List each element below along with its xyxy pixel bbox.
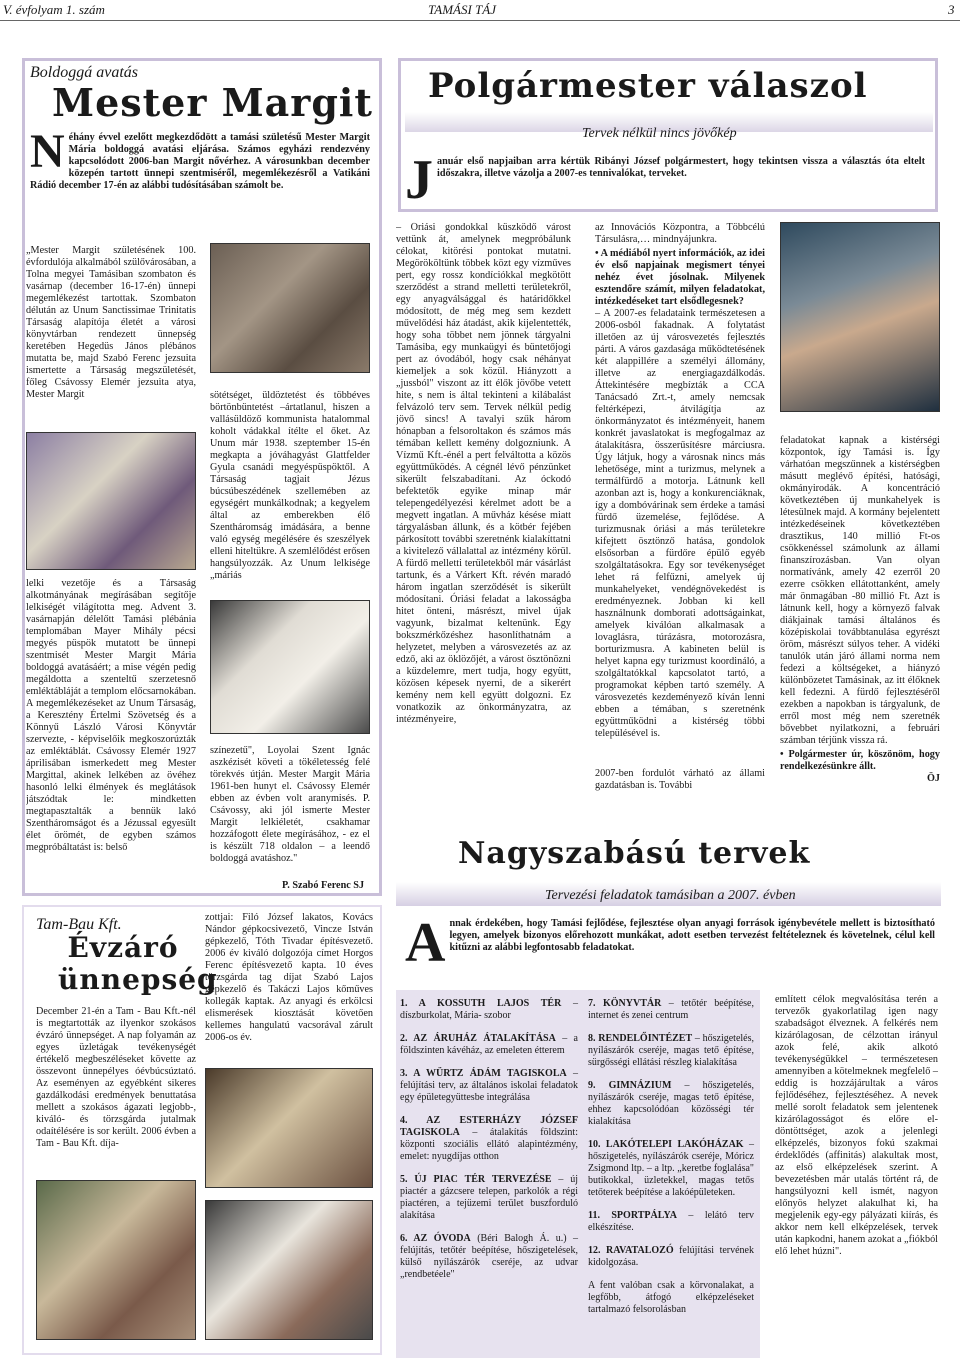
tambau-title-line1: Évzáró bbox=[67, 931, 179, 964]
mass-photo bbox=[26, 432, 196, 570]
tervek-list-left bbox=[400, 998, 578, 1292]
header-rule bbox=[0, 20, 960, 21]
tervek-item-3: 3. A WÜRTZ ÁDÁM TAGISKOLA – felújítási terv, az általános iskolai feladatok egy épületegyüttesbe integrálása bbox=[400, 1068, 579, 1103]
mester-col1a: „Mester Margit születésének 100. évfordulója alkalmából szülővárosában, a Tolna megyei Tamásiban szombaton és vasárnap (december 16-17-én) ünnepi megemlékezést tartottak. Szombaton délután az Unum Sanctissimae Trinitatis Társaság alapítója életét a városi könyvtárban rendezett ünnepség keretében Hegedüs János plébános mutatta be, majd Szabó Ferenc jezsuita ismertette a Társaság megszületését, főleg Csávossy Elemér jezsuita atya, Mester Margit bbox=[26, 245, 196, 400]
polgarmester-subtitle: Tervek nélkül nincs jövőkép bbox=[582, 126, 737, 141]
tervek-dropcap: A bbox=[405, 912, 446, 974]
tambau-kicker: Tam-Bau Kft. bbox=[36, 916, 122, 933]
polgarmester-col2b: – A 2007-es feladataink természetesen a 2006-osból fakadnak. A folytatást illetően az új városvezetés fejlesztés párti. A város gazdasága működtetésének két alappillére a személyi állomány, illetve az energiagazdálkodás. Áttekintésére megbízták a CCA Tanácsadó Zrt.-t, amely nemcsak feltérképezi, átvilágítja az önkormányzatot és intézményeit, hanem konkrét javaslatokat is megfogalmaz az átalakításra, összerűsítésre márciusra. Úgy látjuk, hogy a városnak nincs más lehetősége, mint a turizmus, melynek a termálfürdő a motorja. Látnunk kell azonban azt is, hogy a konkurenciáknak, így a dombóvárinak sem érdeke a tamási fürdő üzemelése, fejlődése. A turizmusnak óriási a más területekre kifejtett ösztönző hatása, gondolok elsősorban a fürdőre épülő egyéb szolgáltatásokra. Egy sor tevékenységet lehet rá felfűzni, amelyek új munkahelyeket, vendégnövekedést is eredményeznek. Jobban ki kell használnunk domborati adottságainkat, amelyek kiválóan alkalmasak a lovaglásra, túrázásra, motorozásra, borturizmusra. A kabineten belül is helyet kapna egy turizmust koordináló, a szolgáltatókkal kapcsolatot tartó, a programokat képben tartó személy. A városvezetés kezdeményező kíván lenni ebben a témában, s szeretnénk együttműködni a kistérség többi településével is. bbox=[595, 308, 765, 739]
polgarmester-col3-text: feladatokat kapnak a kistérségi központok, így Tamási is. Így várhatóan megszűnnek a kistérségben másutt meglévő építési, hatósági, okmányirodák. A koncentráció következtében új munkahelyek is létesülnek majd. A kormány bejelentett intézkedéseinek következtében drasztikus, 140 millió Ft-os csökkenéssel számolunk az állami finanszírozásban. Van olyan normatívánk, amely 42 ezerről 20 ezerre csökken ellátottanként, amely már önmagában -80 millió Ft. Azt is látnunk kell, hogy a környező falvak diákjainak tamási általános és középiskolai továbbtanulása egyrészt öröm, másrészt súlyos teher. A vidéki tanulók után járó állami norma nem fedezi a költségeket, a hiányzó különbözetet Tamásinak, az itt élőknek kell fedezni. A fürdő fejlesztéséről ezekben a napokban is tárgyalunk, de erről most még nem szeretnék bővebbet nyilatkozni, a februári számban térjünk vissza rá. bbox=[780, 435, 940, 746]
tervek-item-4: 4. AZ ESTERHÁZY JÓZSEF TAGISKOLA – átalakítás földszint: központi szociális ellátó alapintézmény, emelet: nyugdíjas otthon bbox=[400, 1115, 578, 1162]
polgarmester-dropcap: J bbox=[405, 149, 433, 211]
tervek-item-12: 12. RAVATALOZÓ felújítási tervének kidolgozása. bbox=[588, 1245, 754, 1268]
mester-dropcap: N bbox=[30, 125, 65, 178]
tervek-item-1: 1. A KOSSUTH LAJOS TÉR – díszburkolat, Mária- szobor bbox=[400, 998, 578, 1021]
polgarmester-col3 bbox=[780, 435, 940, 785]
library-event-photo bbox=[210, 243, 370, 373]
mester-col2b: színezetű", Loyolai Szent Ignác aszkézisét követi a tökéletesség felé törekvés útján. Mester Margit Mária 1961-ben hunyt el. Csávossy Elemér ebben az évben volt aranymisés. P. Csávossy, aki jól ismerte Mester Margit lelkiéletét, csakhamar hozzáfogott élete megírásához, - ez el is készült 718 oldalon – a leendő boldoggá avatáshoz." bbox=[210, 745, 370, 864]
issue-label: V. évfolyam 1. szám bbox=[3, 2, 105, 17]
mester-lead bbox=[30, 125, 370, 192]
mester-signature: P. Szabó Ferenc SJ bbox=[282, 880, 365, 891]
tervek-list-right bbox=[588, 998, 754, 1316]
mester-lead-text: éhány évvel ezelőtt megkezdődött a tamási születésű Mester Margit Mária boldoggá avatási eljárása. Számos egyházi rendezvény kapcsolódott 2006-ban Margit nővérhez. A városunkban december közepén tartott ünnepi szentmiséről, megemlékezésről a Vatikáni Rádió december 17-én az alábbi tudósításában számolt be. bbox=[30, 132, 370, 191]
polgarmester-col2c: 2007-ben fordulót várható az állami gazdatásban is. További bbox=[595, 768, 765, 791]
mester-col1b: lelki vezetője és a Társaság alkotmányának megírásában segítője lelkiségét világította meg. Advent 3. vasárnapján délelőtt Tamási plébánia templomában Mayer Mihály pécsi megyés püspök mutatott be ünnepi szentmisét Mester Margit Mária boldoggá avatásáért; a mise végén pedig megáldotta a szenteltű szerzetesnő emléktábláját a templom előcsarnokában. A megemlékezéseket az Unum Társaság, a Keresztény Értelmi Szövetség és a Könnyű László Városi Könyvtár szervezte, - képviselőik megkoszorúzták az emléktáblát. Csávossy Elemér 1927 áprilisában ismerkedett meg Mester Margittal, akinek lelkében az övéhez hasonló lelki élmények és meglátások játszódtak le: mindketten megtapasztalták a bennük lakó Szentháromságot és a Jézussal egyesült élet örömét, de egyben számos megpróbáltatást is: belső bbox=[26, 578, 196, 853]
tervek-item-9: 9. GIMNÁZIUM – hőszigetelés, nyílászárók cseréje, magas tető építése, ehhez kapcsolódóan közösségi tér kialakítása bbox=[588, 1080, 754, 1127]
mester-title: Mester Margit bbox=[52, 80, 373, 125]
mester-col2a: sötétséget, üldöztetést és többéves börtönbüntetést –ártatlanul, hiszen a vallásüldöző kommunista hatalommal koholt vádakkal ítélte el őket. Az Unum már 1938. szeptember 15-én megkapta a jóváhagyást Glattfelder Gyula csanádi megyéspüspöktől. A Társaság tagjait Jézus búcsúbeszédének szellemében az egységért munkálkodnak; a kegyelem által az emberekben élő Szentháromság imádására, a benne való egység megélésére és szeszélyek elleni hiteltükre. A szemlélődést erősen hangsúlyozzák. Az Unum lelkisége „máriás bbox=[210, 390, 370, 581]
polgarmester-title: Polgármester válaszol bbox=[428, 66, 868, 106]
mester-kicker: Boldoggá avatás bbox=[30, 64, 138, 81]
polgarmester-lead-text: anuár első napjaiban arra kértük Ribányi József polgármestert, hogy tekintsen vissza a választás óta eltelt időszakra, illetve vázolja a 2007-es tennivalókat, terveket. bbox=[437, 156, 925, 179]
polgarmester-signature: ÖJ bbox=[926, 773, 940, 784]
tervek-title: Nagyszabású tervek bbox=[458, 836, 811, 871]
paper-name: TAMÁSI TÁJ bbox=[428, 2, 496, 17]
tervek-lead-text: nnak érdekében, hogy Tamási fejlődése, fejlesztése olyan anyagi források igénybevétele mellett is biztosítható legyen, amelyek bizonyos előrehozott munkákat, adott esetben tervezést feltételeznek és követelnek, célul kell kitűzni az alábbi legfontosabb feladatokat. bbox=[449, 918, 935, 953]
tervek-item-8: 8. RENDELŐINTÉZET – hőszigetelés, nyílászárók cseréje, magas tető építése, sürgősségi ellátási részleg kialakítása bbox=[588, 1033, 754, 1068]
tambau-title bbox=[58, 931, 218, 996]
polgarmester-question: • A médiából nyert információk, az idei év első napjainak megismert tényei nehéz évet jósolnak. Milyenek esztendőre számít, milyen feladatokat, intézkedéseket tart elsődlegesnek? bbox=[595, 248, 765, 307]
tervek-col3: említett célok megvalósítása terén a tervezők gyakorlatilag igen nagy szabadságot élveznek. A felkérés nem kizárólagosan, de célzottan irányul azok felé, akik alkotó tevékenységükkel – természetesen amennyiben a kötelmeknek megfelelő – eddig is hozzájárultak a város fejlődéséhez, fejlesztéséhez. A nevek mellé sorolt feladatok sem jelentenek kizárólagosságot és előre el-döntöttséget, azok a jelenlegi elképzelés, bizonyos fokú szakmai érdeklődés (affinitás) alakultak most, az első elképzelések szerint. A bevezetésben már utalás történt rá, de hangsúlyozni kell ismét, nagyon előnyös helyzet alakulhat ki, ha megjelenik egy-egy pályázati kiírás, és akkor nem kell elképzelések, tervek után kapkodni, hanem azokat a „fiókból elő lehet húzni". bbox=[775, 994, 938, 1257]
page-number: 3 bbox=[948, 2, 955, 17]
polgarmester-col1: – Óriási gondokkal küszködő várost vettünk át, amelynek megpróbálunk célokat, kitörési pontokat mutatni. Megörököltünk többek közt egy vízműves pert, egy rossz kondíciókkal megkötött szerződést a strand melletti területekről, egy anyagválsággal és határidőkkel módosított, de még meg sem kezdett művelődési ház átadást, akik kijelentették, hogy soha többet nem jönnek tárgyalni Tamásiba, egy munkaügyi és büntetőjogi pert az óvodából, hogy csak néhányat kiemeljek a sok közül. Hiányzott a „jussból" viszont az itt élők jövőbe vetett hite, s nem is által tekinteni a kilábalást felvázoló terv sem. Tervek nélkül pedig jövő sincs! A tavalyi szűk három hónapban a felsoroltakon és számos más témában kellett kemény dolgozniunk. A Vízmű Kft.-énél a pert felváltotta a közös együttműködés. A cégnél lévő pénzünket sikerült felszabadítani. Az óckodó befektetők egyike minap már telepengedélyezési kérelmet adott be a megvett ingatlan. A művház késése miatt tárgyalásban állunk, és a kötbér fejében párkosított további szeretnénk kialakíttatni a kivitelező vállalattal az intézmény körül. A fürdő melletti területekből már vásárlást tartunk, és a Várkert Kft. révén maradó három ingatlan szerződését is sikerült módosítani. Óriási feladat a lakosságba hitet önteni, másrészt, mivel újak vagyunk, bizalmat keltenünk. Egy bokszmérkőzéshez hasonlíthatnám a helyzetet, melyben a városvezetés az az edző, aki az öklözőjét, a várost ösztönözni a küzdelemre, mert tudja, hogy együtt, közösen képesek nyerni, de a sikerért kemény nem kell együtt dolgozni. Ez vonatkozik az önkormányzatra, az intézményeire, bbox=[396, 222, 571, 725]
tervek-item-2: 2. AZ ÁRUHÁZ ÁTALAKÍTÁSA – a földszinten kávéház, az emeleten étterem bbox=[400, 1033, 578, 1056]
tervek-item-11: 11. SPORTPÁLYA – lelátó terv elkészítése. bbox=[588, 1210, 754, 1233]
page-header bbox=[0, 0, 960, 20]
polgarmester-col2a: az Innovációs Központra, a Többcélú Társulásra,… mindnyájunkra. bbox=[595, 222, 765, 245]
tervek-item-5: 5. ÚJ PIAC TÉR TERVEZÉSE – új piactér a gázcsere telepen, parkolók a régi piactéren, a tejüzemi terület buszforduló alakítása bbox=[400, 1174, 579, 1221]
tervek-item-10: 10. LAKÓTELEPI LAKÓHÁZAK – hőszigetelés, nyílászárók cseréje, Móricz Zsigmond ltp. – a ltp. „keretbe foglalása" butikokkal, üzletekkel, magas tetős tetőterek beépítése a lakóépületeken. bbox=[588, 1139, 755, 1198]
polgarmester-lead bbox=[405, 149, 925, 211]
tambau-title-line2: ünnepség bbox=[58, 963, 218, 996]
tambau-chef-photo bbox=[205, 1200, 373, 1340]
polgarmester-closing-question: • Polgármester úr, köszönöm, hogy rendelkezésünkre állt. bbox=[780, 749, 940, 772]
tambau-col2: zottjai: Filó József lakatos, Kovács Nándor gépkocsivezető, Vincze István gépkezelő, Tóth Tivadar építésvezető. 2006 év kiváló dolgozója címet Horgos Ferenc építésvezető kapta. 10 éves törzsgárda tag díjat Szabó Lajos gépkezelő és Takáczi Lajos kőműves kollegák kaptak. Az anyagi és erkölcsi elismerések kiosztását követően kellemes hangulatú vacsorával zárult 2006-os év. bbox=[205, 912, 373, 1043]
tervek-lead bbox=[405, 912, 935, 974]
tambau-award-photo bbox=[36, 1180, 196, 1340]
tambau-col1: December 21-én a Tam - Bau Kft.-nél is megtartották az ilyenkor szokásos évzáró ünnepséget. A nap folyamán az egyes üzletágak tevékenységét értékelő megbeszéléseket követte az összevont ünnepélyes óévbúcsúztató. Az eseményen az egyébként sikeres gazdálkodási eredmények benuttatása mellett a szokásos ágazati legjobb-, kiváló- és törzsgárda jutalmak odaítélésére is sor került. 2006 évben a Tam - Bau Kft. díja- bbox=[36, 1006, 196, 1149]
memorial-plaque-photo bbox=[210, 600, 370, 734]
tervek-subtitle: Tervezési feladatok tamásiban a 2007. évben bbox=[545, 888, 796, 903]
tervek-closing: A fent valóban csak a körvonalakat, a legfőbb, átfogó elképzeléseket tartalmazó felsorolásban bbox=[588, 1280, 754, 1315]
mayor-portrait-photo bbox=[780, 222, 940, 412]
tervek-item-7: 7. KÖNYVTÁR – tetőtér beépítése, internet és zenei centrum bbox=[588, 998, 754, 1021]
tervek-item-6: 6. AZ ÓVODA (Béri Balogh Á. u.) – felújítás, tetőtér beépítése, hőszigetelések, külső nyílászárók cseréje, az udvar „rendbetéele" bbox=[400, 1233, 578, 1280]
polgarmester-col2 bbox=[595, 222, 765, 792]
tambau-dinner-photo bbox=[205, 1068, 373, 1188]
